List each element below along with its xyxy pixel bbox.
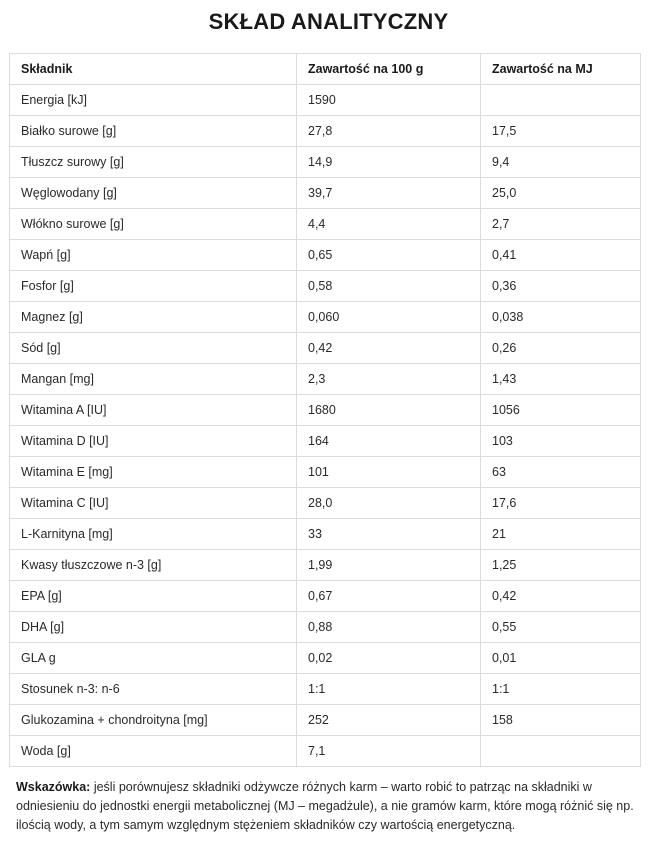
cell-per-100g: 39,7 — [297, 178, 481, 209]
cell-ingredient: Białko surowe [g] — [10, 116, 297, 147]
cell-ingredient: EPA [g] — [10, 581, 297, 612]
cell-per-mj: 17,5 — [481, 116, 641, 147]
cell-per-100g: 4,4 — [297, 209, 481, 240]
cell-per-100g: 252 — [297, 705, 481, 736]
table-row — [10, 116, 641, 147]
cell-per-mj: 158 — [481, 705, 641, 736]
cell-ingredient: Mangan [mg] — [10, 364, 297, 395]
cell-ingredient: L-Karnityna [mg] — [10, 519, 297, 550]
page-title: SKŁAD ANALITYCZNY — [208, 9, 449, 34]
tip-text: jeśli porównujesz składniki odżywcze różnych karm – warto robić to patrząc na składniki w odniesieniu do jednostki energii metabolicznej (MJ – megadżule), a nie gramów karm, które mogą różnić się np. ilością wody, a tym samym względnym stężeniem składników czy wartością energetyczną. — [16, 780, 634, 832]
cell-ingredient: DHA [g] — [10, 612, 297, 643]
table-row — [10, 519, 641, 550]
table-row — [10, 612, 641, 643]
cell-per-mj: 103 — [481, 426, 641, 457]
cell-ingredient: Witamina E [mg] — [10, 457, 297, 488]
table-row — [10, 178, 641, 209]
table-row — [10, 426, 641, 457]
cell-per-mj — [481, 736, 641, 767]
table-row — [10, 271, 641, 302]
cell-per-100g: 28,0 — [297, 488, 481, 519]
cell-ingredient: Fosfor [g] — [10, 271, 297, 302]
cell-ingredient: Witamina A [IU] — [10, 395, 297, 426]
cell-per-mj: 21 — [481, 519, 641, 550]
cell-per-mj: 0,26 — [481, 333, 641, 364]
table-row — [10, 705, 641, 736]
cell-per-100g: 1,99 — [297, 550, 481, 581]
table-row — [10, 333, 641, 364]
table-row — [10, 147, 641, 178]
cell-per-100g: 1680 — [297, 395, 481, 426]
cell-per-100g: 164 — [297, 426, 481, 457]
cell-per-mj: 9,4 — [481, 147, 641, 178]
cell-per-100g: 7,1 — [297, 736, 481, 767]
cell-ingredient: Glukozamina + chondroityna [mg] — [10, 705, 297, 736]
cell-ingredient: Sód [g] — [10, 333, 297, 364]
cell-per-100g: 0,02 — [297, 643, 481, 674]
table-row — [10, 240, 641, 271]
analysis-table — [9, 53, 641, 767]
cell-per-100g: 0,42 — [297, 333, 481, 364]
tip-label: Wskazówka: — [16, 780, 91, 794]
cell-per-mj: 1,43 — [481, 364, 641, 395]
cell-ingredient: GLA g — [10, 643, 297, 674]
cell-per-100g: 14,9 — [297, 147, 481, 178]
table-body — [10, 85, 641, 767]
cell-per-mj: 0,36 — [481, 271, 641, 302]
table-row — [10, 364, 641, 395]
cell-per-100g: 0,88 — [297, 612, 481, 643]
cell-ingredient: Magnez [g] — [10, 302, 297, 333]
cell-per-mj: 0,41 — [481, 240, 641, 271]
table-row — [10, 674, 641, 705]
table-row — [10, 457, 641, 488]
cell-per-mj: 17,6 — [481, 488, 641, 519]
cell-per-mj: 0,42 — [481, 581, 641, 612]
cell-per-mj: 1056 — [481, 395, 641, 426]
cell-per-mj — [481, 85, 641, 116]
table-row — [10, 581, 641, 612]
cell-per-100g: 0,65 — [297, 240, 481, 271]
cell-ingredient: Witamina C [IU] — [10, 488, 297, 519]
cell-per-mj: 0,038 — [481, 302, 641, 333]
cell-per-mj: 1:1 — [481, 674, 641, 705]
cell-per-100g: 0,67 — [297, 581, 481, 612]
cell-per-100g: 1:1 — [297, 674, 481, 705]
table-row — [10, 643, 641, 674]
header-per-mj: Zawartość na MJ — [481, 54, 641, 85]
cell-ingredient: Tłuszcz surowy [g] — [10, 147, 297, 178]
cell-ingredient: Witamina D [IU] — [10, 426, 297, 457]
cell-ingredient: Woda [g] — [10, 736, 297, 767]
cell-ingredient: Włókno surowe [g] — [10, 209, 297, 240]
cell-ingredient: Energia [kJ] — [10, 85, 297, 116]
cell-per-mj: 63 — [481, 457, 641, 488]
header-per-100g: Zawartość na 100 g — [297, 54, 481, 85]
cell-per-mj: 2,7 — [481, 209, 641, 240]
cell-ingredient: Wapń [g] — [10, 240, 297, 271]
cell-per-100g: 0,58 — [297, 271, 481, 302]
cell-per-mj: 25,0 — [481, 178, 641, 209]
table-row — [10, 736, 641, 767]
table-row — [10, 302, 641, 333]
table-row — [10, 550, 641, 581]
cell-per-mj: 0,01 — [481, 643, 641, 674]
cell-ingredient: Stosunek n-3: n-6 — [10, 674, 297, 705]
cell-per-mj: 0,55 — [481, 612, 641, 643]
table-header-row — [10, 54, 641, 85]
cell-per-100g: 27,8 — [297, 116, 481, 147]
cell-per-100g: 33 — [297, 519, 481, 550]
cell-ingredient: Węglowodany [g] — [10, 178, 297, 209]
cell-per-100g: 1590 — [297, 85, 481, 116]
table-row — [10, 488, 641, 519]
cell-per-100g: 0,060 — [297, 302, 481, 333]
cell-ingredient: Kwasy tłuszczowe n-3 [g] — [10, 550, 297, 581]
cell-per-100g: 101 — [297, 457, 481, 488]
table-row — [10, 209, 641, 240]
header-ingredient: Składnik — [10, 54, 297, 85]
cell-per-mj: 1,25 — [481, 550, 641, 581]
tip-note — [16, 778, 646, 835]
table-row — [10, 85, 641, 116]
cell-per-100g: 2,3 — [297, 364, 481, 395]
table-row — [10, 395, 641, 426]
